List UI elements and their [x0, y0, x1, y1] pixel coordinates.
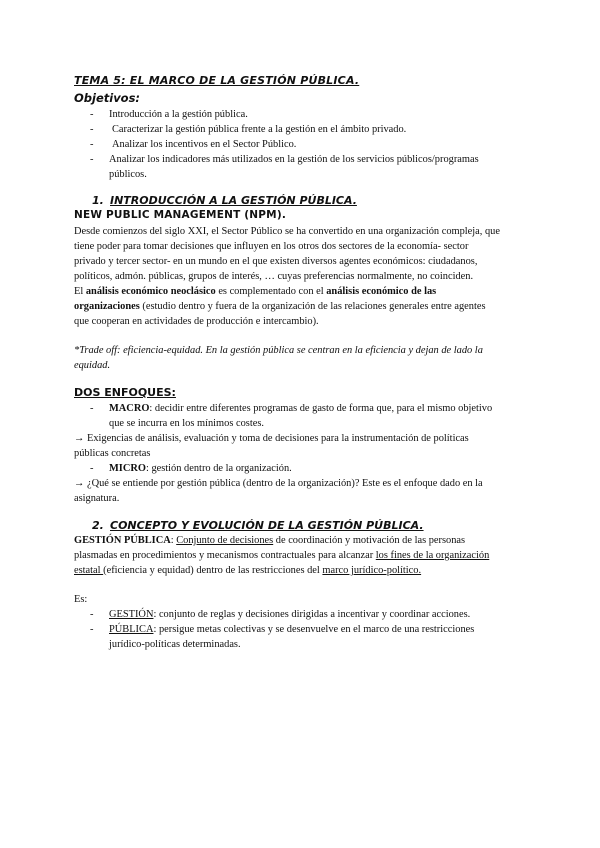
- list-item-gestion: - GESTIÓN: conjunto de reglas y decisiones dirigidas a incentivar y coordinar acciones.: [90, 609, 471, 620]
- list-item-macro: - MACRO: decidir entre diferentes programas de gasto de forma que, para el mismo objetivo: [90, 403, 493, 414]
- section-1-paragraph: Desde comienzos del siglo XXI, el Sector Público se ha convertido en una organización compleja, que tiene poder para tomar decisiones que influyen en los otros dos sectores de la economía- sector privado y tercer sector- en un mundo en el que existen diversos agentes económicos: ciudadanos, políticos, admón. públicas, grupos de interés, … cuyas preferencias normalmente, no coinciden. El análisis económico neoclásico es complementado con el análisis económico de las organizaciones (estudio dentro y fuera de la organización de las relaciones generales entre agentes que cooperan en actividades de producción e intercambio).: [74, 226, 500, 327]
- arrow-note-2: → ¿Qué se entiende por gestión pública (dentro de la organización)? Este es el enfoque dado en la asignatura.: [74, 478, 483, 504]
- micro-list: [74, 461, 292, 476]
- document-title: TEMA 5: EL MARCO DE LA GESTIÓN PÚBLICA.: [74, 74, 360, 87]
- approaches-heading: DOS ENFOQUES:: [74, 386, 176, 399]
- section-2-definition: GESTIÓN PÚBLICA: Conjunto de decisiones de coordinación y motivación de las personas plasmadas en procedimientos y mecanismos contractuales para alcanzar los fines de la organización estatal (eficiencia y equidad) dentro de las restricciones del marco jurídico-político.: [74, 535, 490, 576]
- list-item: - Analizar los incentivos en el Sector Público.: [90, 139, 297, 150]
- list-item-publica: - PÚBLICA: persigue metas colectivas y se desenvuelve en el marco de una restricciones: [90, 624, 475, 635]
- arrow-note-1: → Exigencias de análisis, evaluación y toma de decisiones para la instrumentación de políticas públicas concretas: [74, 433, 469, 459]
- trade-off-note: *Trade off: eficiencia-equidad. En la gestión pública se centran en la eficiencia y dejan de lado la equidad.: [74, 345, 483, 371]
- npm-subheading: NEW PUBLIC MANAGEMENT (NPM).: [74, 209, 287, 221]
- section-1-heading: 1. INTRODUCCIÓN A LA GESTIÓN PÚBLICA.: [92, 194, 357, 207]
- list-item: - Analizar los indicadores más utilizados en la gestión de los servicios públicos/programas: [90, 154, 479, 165]
- objectives-heading: Objetivos:: [74, 91, 141, 105]
- es-label: Es:: [74, 594, 88, 605]
- objectives-list: [74, 107, 479, 182]
- section-2-heading: 2. CONCEPTO Y EVOLUCIÓN DE LA GESTIÓN PÚBLICA.: [92, 519, 424, 532]
- list-item-continuation: que se incurra en los mínimos costes.: [109, 418, 264, 429]
- list-item-continuation: públicos.: [109, 169, 147, 180]
- gestion-publica-list: [74, 607, 544, 652]
- list-item: - Caracterizar la gestión pública frente a la gestión en el ámbito privado.: [90, 124, 407, 135]
- macro-list: [74, 401, 544, 431]
- list-item-micro: - MICRO: gestión dentro de la organización.: [90, 463, 292, 474]
- list-item: - Introducción a la gestión pública.: [90, 109, 248, 120]
- list-item-continuation: jurídico-políticas determinadas.: [109, 639, 241, 650]
